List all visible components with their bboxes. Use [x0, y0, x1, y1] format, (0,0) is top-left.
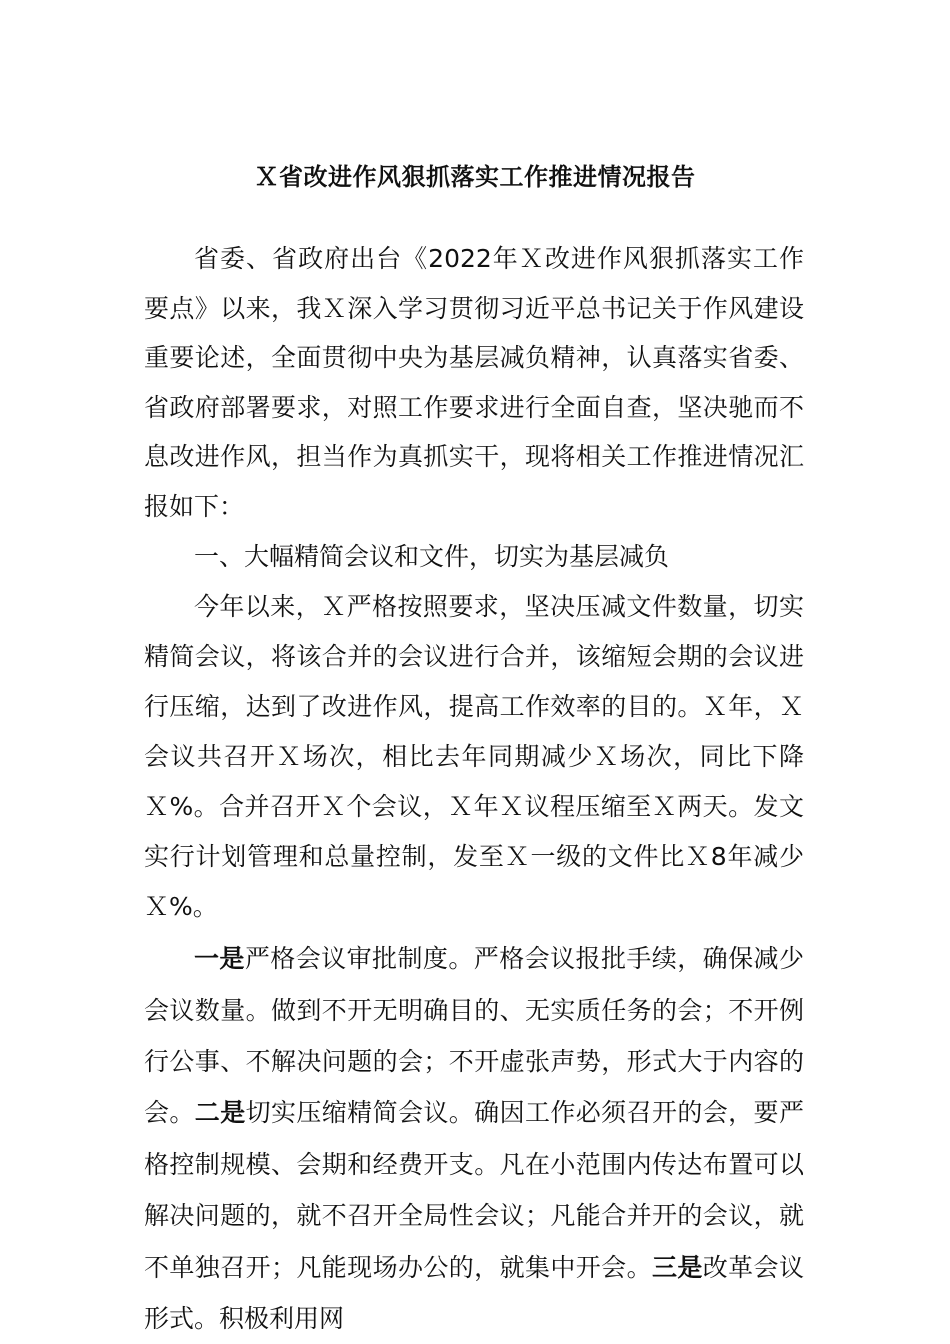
measures-paragraph	[144, 933, 804, 1344]
measure-text-3: 改革会议形式。积极利用网	[144, 1252, 804, 1334]
document-body	[144, 234, 804, 1344]
measure-lead-1: 一是	[194, 944, 245, 974]
document-title: Ｘ省改进作风狠抓落实工作推进情况报告	[254, 163, 696, 191]
measure-lead-3: 三是	[651, 1252, 703, 1282]
measure-text-2: 切实压缩精简会议。确因工作必须召开的会，要严格控制规模、会期和经费开支。凡在小范围内传达布置可以解决问题的，就不召开全局性会议；凡能合并开的会议，就不单独召开；凡能现场办公的，就集中开会。	[144, 1098, 804, 1282]
section-paragraph: 今年以来，Ｘ严格按照要求，坚决压减文件数量，切实精简会议，将该合并的会议进行合并，该缩短会期的会议进行压缩，达到了改进作风，提高工作效率的目的。Ｘ年，Ｘ会议共召开Ｘ场次，相比去年同期减少Ｘ场次，同比下降Ｘ%。合并召开Ｘ个会议，Ｘ年Ｘ议程压缩至Ｘ两天。发文实行计划管理和总量控制，发至Ｘ一级的文件比Ｘ8年减少Ｘ%。	[144, 591, 804, 922]
measure-text-1: 严格会议审批制度。严格会议报批手续，确保减少会议数量。做到不开无明确目的、无实质任务的会；不开例行公事、不解决问题的会；不开虚张声势，形式大于内容的会。	[144, 944, 804, 1128]
intro-paragraph: 省委、省政府出台《2022年Ｘ改进作风狠抓落实工作要点》以来，我Ｘ深入学习贯彻习近平总书记关于作风建设重要论述，全面贯彻中央为基层减负精神，认真落实省委、省政府部署要求，对照工作要求进行全面自查，坚决驰而不息改进作风，担当作为真抓实干，现将相关工作推进情况汇报如下：	[144, 244, 804, 521]
measure-lead-2: 二是	[194, 1098, 246, 1128]
section-heading: 一、大幅精简会议和文件，切实为基层减负	[194, 541, 670, 571]
